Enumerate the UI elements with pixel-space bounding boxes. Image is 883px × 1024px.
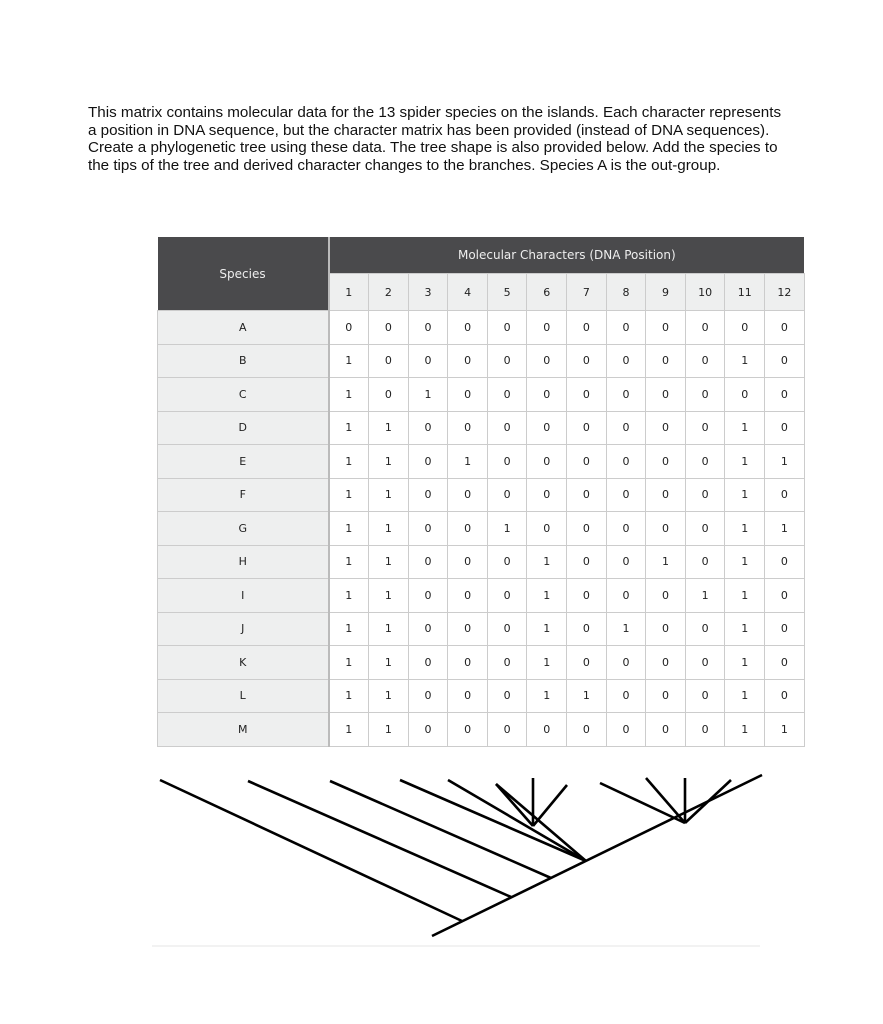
character-cell: 0 (567, 445, 607, 479)
character-cell: 1 (369, 646, 409, 680)
character-cell: 0 (408, 579, 448, 613)
species-cell: B (158, 344, 329, 378)
character-cell: 0 (646, 612, 686, 646)
character-cell: 0 (765, 612, 805, 646)
character-cell: 0 (685, 311, 725, 345)
character-cell: 0 (765, 679, 805, 713)
character-cell: 0 (448, 612, 488, 646)
character-cell: 0 (765, 378, 805, 412)
character-cell: 1 (685, 579, 725, 613)
character-cell: 0 (487, 646, 527, 680)
species-cell: H (158, 545, 329, 579)
character-cell: 0 (567, 646, 607, 680)
character-cell: 0 (646, 579, 686, 613)
tree-branch (400, 780, 586, 861)
character-cell: 1 (369, 713, 409, 747)
species-cell: I (158, 579, 329, 613)
character-cell: 1 (369, 545, 409, 579)
character-cell: 0 (487, 679, 527, 713)
character-cell: 0 (527, 713, 567, 747)
character-cell: 0 (567, 378, 607, 412)
character-cell: 0 (606, 478, 646, 512)
character-cell: 0 (606, 378, 646, 412)
character-cell: 1 (369, 445, 409, 479)
character-cell: 0 (765, 646, 805, 680)
species-cell: G (158, 512, 329, 546)
character-cell: 1 (329, 445, 369, 479)
character-cell: 0 (765, 478, 805, 512)
character-cell: 0 (448, 545, 488, 579)
character-cell: 1 (527, 545, 567, 579)
character-cell: 1 (527, 646, 567, 680)
character-cell: 0 (567, 512, 607, 546)
character-cell: 0 (369, 311, 409, 345)
character-cell: 1 (725, 512, 765, 546)
character-cell: 0 (408, 478, 448, 512)
character-cell: 0 (606, 445, 646, 479)
character-cell: 1 (725, 478, 765, 512)
character-cell: 1 (487, 512, 527, 546)
character-cell: 0 (567, 411, 607, 445)
species-cell: J (158, 612, 329, 646)
species-cell: M (158, 713, 329, 747)
character-cell: 0 (765, 579, 805, 613)
character-cell: 1 (329, 344, 369, 378)
character-cell: 1 (369, 411, 409, 445)
character-cell: 0 (527, 512, 567, 546)
character-cell: 0 (606, 411, 646, 445)
position-header: 12 (765, 274, 805, 311)
character-cell: 0 (448, 679, 488, 713)
character-cell: 0 (369, 344, 409, 378)
character-cell: 0 (408, 411, 448, 445)
character-cell: 0 (408, 612, 448, 646)
character-cell: 1 (369, 478, 409, 512)
species-cell: D (158, 411, 329, 445)
character-cell: 0 (487, 344, 527, 378)
character-cell: 0 (765, 344, 805, 378)
character-cell: 0 (646, 311, 686, 345)
position-header: 6 (527, 274, 567, 311)
tree-branch (685, 780, 731, 823)
character-cell: 0 (725, 311, 765, 345)
character-cell: 1 (329, 713, 369, 747)
character-cell: 0 (487, 612, 527, 646)
character-cell: 0 (606, 579, 646, 613)
character-cell: 1 (369, 679, 409, 713)
character-cell: 0 (685, 713, 725, 747)
character-cell: 0 (408, 512, 448, 546)
species-header: Species (158, 237, 329, 311)
tree-branch (496, 784, 586, 861)
character-cell: 0 (408, 545, 448, 579)
character-cell: 0 (646, 713, 686, 747)
character-cell: 0 (487, 713, 527, 747)
character-cell: 1 (408, 378, 448, 412)
character-cell: 0 (448, 411, 488, 445)
character-cell: 0 (487, 378, 527, 412)
character-cell: 0 (685, 646, 725, 680)
character-cell: 0 (567, 344, 607, 378)
instructions-text: This matrix contains molecular data for the 13 spider species on the islands. Each character represents a position in DNA sequence, but the character matrix has been provided (instead of DNA sequences). Create a phylogenetic tree using these data. The tree shape is also provided below. Add the species to the tips of the tree and derived character changes to the branches. Species A is the out-group. (88, 104, 782, 174)
tree-branch (646, 778, 685, 823)
character-cell: 0 (487, 579, 527, 613)
character-cell: 1 (329, 612, 369, 646)
character-cell: 0 (646, 344, 686, 378)
character-cell: 0 (487, 545, 527, 579)
character-cell: 1 (725, 646, 765, 680)
character-cell: 0 (487, 445, 527, 479)
character-cell: 0 (408, 445, 448, 479)
character-cell: 0 (448, 713, 488, 747)
position-header: 9 (646, 274, 686, 311)
character-cell: 0 (606, 545, 646, 579)
character-cell: 0 (448, 478, 488, 512)
character-cell: 0 (448, 311, 488, 345)
character-cell: 0 (527, 311, 567, 345)
character-cell: 0 (487, 411, 527, 445)
character-cell: 1 (329, 545, 369, 579)
species-cell: K (158, 646, 329, 680)
character-cell: 0 (646, 445, 686, 479)
character-cell: 0 (527, 478, 567, 512)
character-cell: 0 (567, 612, 607, 646)
character-cell: 1 (567, 679, 607, 713)
character-cell: 0 (646, 679, 686, 713)
character-cell: 1 (329, 512, 369, 546)
character-cell: 0 (765, 545, 805, 579)
species-cell: E (158, 445, 329, 479)
character-cell: 1 (725, 579, 765, 613)
character-cell: 0 (725, 378, 765, 412)
tree-branch (448, 780, 586, 861)
character-cell: 1 (527, 679, 567, 713)
character-cell: 1 (329, 646, 369, 680)
character-cell: 1 (765, 445, 805, 479)
character-cell: 1 (765, 713, 805, 747)
character-cell: 1 (606, 612, 646, 646)
character-cell: 0 (685, 512, 725, 546)
character-cell: 0 (685, 411, 725, 445)
character-cell: 1 (725, 713, 765, 747)
character-cell: 0 (329, 311, 369, 345)
character-cell: 0 (448, 579, 488, 613)
character-cell: 0 (487, 478, 527, 512)
position-header: 4 (448, 274, 488, 311)
character-cell: 1 (329, 579, 369, 613)
character-cell: 1 (369, 612, 409, 646)
character-cell: 0 (448, 344, 488, 378)
character-cell: 0 (765, 311, 805, 345)
species-cell: A (158, 311, 329, 345)
character-cell: 0 (606, 311, 646, 345)
character-cell: 1 (646, 545, 686, 579)
character-cell: 0 (567, 713, 607, 747)
character-cell: 0 (685, 612, 725, 646)
character-cell: 1 (527, 579, 567, 613)
character-cell: 1 (725, 411, 765, 445)
character-cell: 0 (408, 679, 448, 713)
position-header: 2 (369, 274, 409, 311)
character-cell: 0 (646, 646, 686, 680)
character-cell: 0 (527, 445, 567, 479)
character-cell: 0 (567, 545, 607, 579)
character-cell: 0 (527, 378, 567, 412)
character-cell: 1 (369, 579, 409, 613)
character-cell: 0 (527, 344, 567, 378)
character-cell: 1 (369, 512, 409, 546)
character-cell: 0 (567, 478, 607, 512)
position-header: 5 (487, 274, 527, 311)
character-cell: 1 (329, 378, 369, 412)
character-cell: 0 (646, 411, 686, 445)
position-header: 1 (329, 274, 369, 311)
character-cell: 1 (725, 344, 765, 378)
character-cell: 0 (567, 311, 607, 345)
character-cell: 0 (527, 411, 567, 445)
tree-branch (600, 783, 685, 823)
character-cell: 0 (408, 713, 448, 747)
species-cell: L (158, 679, 329, 713)
character-cell: 0 (408, 311, 448, 345)
character-cell: 0 (646, 478, 686, 512)
character-cell: 1 (725, 612, 765, 646)
tree-branch (330, 781, 551, 878)
character-cell: 0 (646, 512, 686, 546)
character-cell: 0 (685, 679, 725, 713)
character-cell: 0 (685, 445, 725, 479)
position-header: 8 (606, 274, 646, 311)
character-cell: 1 (725, 545, 765, 579)
character-cell: 1 (329, 478, 369, 512)
tree-branch (160, 780, 462, 921)
position-header: 7 (567, 274, 607, 311)
character-cell: 1 (765, 512, 805, 546)
character-cell: 0 (408, 646, 448, 680)
tree-branch (533, 785, 567, 826)
character-cell: 0 (606, 344, 646, 378)
character-cell: 0 (448, 512, 488, 546)
position-header: 10 (685, 274, 725, 311)
character-cell: 0 (685, 344, 725, 378)
character-cell: 1 (527, 612, 567, 646)
character-cell: 0 (685, 545, 725, 579)
character-cell: 0 (408, 344, 448, 378)
character-cell: 0 (606, 512, 646, 546)
character-cell: 0 (448, 646, 488, 680)
character-cell: 1 (725, 679, 765, 713)
character-cell: 0 (448, 378, 488, 412)
character-cell: 0 (685, 478, 725, 512)
character-cell: 0 (685, 378, 725, 412)
character-cell: 1 (329, 411, 369, 445)
character-cell: 1 (448, 445, 488, 479)
character-cell: 0 (369, 378, 409, 412)
character-cell: 0 (765, 411, 805, 445)
position-header: 11 (725, 274, 765, 311)
species-cell: F (158, 478, 329, 512)
position-header: 3 (408, 274, 448, 311)
character-cell: 1 (725, 445, 765, 479)
character-cell: 0 (646, 378, 686, 412)
character-cell: 0 (606, 679, 646, 713)
molecular-characters-header: Molecular Characters (DNA Position) (329, 237, 805, 274)
character-cell: 0 (606, 646, 646, 680)
character-cell: 1 (329, 679, 369, 713)
species-cell: C (158, 378, 329, 412)
character-cell: 0 (567, 579, 607, 613)
character-cell: 0 (487, 311, 527, 345)
character-cell: 0 (606, 713, 646, 747)
